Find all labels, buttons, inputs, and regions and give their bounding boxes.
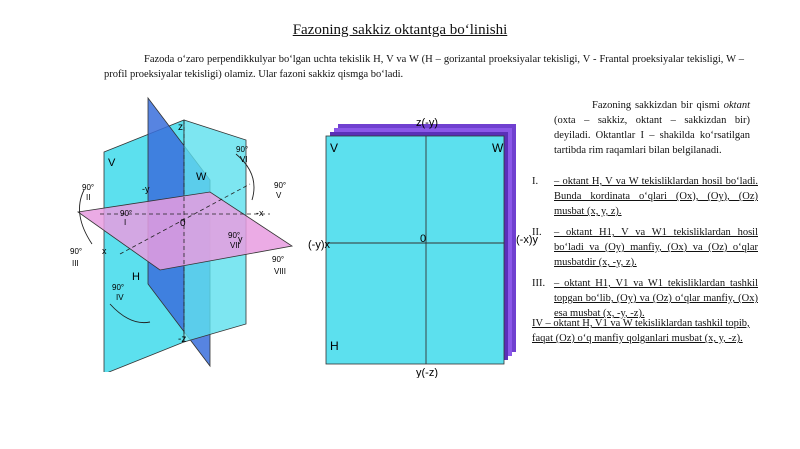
label-neg-x: -x [256,208,264,218]
deg-VII: 90° [228,231,241,240]
epure-bottom-label: y(-z) [416,367,438,378]
label-z: z [178,122,183,133]
label-y: y [238,234,243,244]
label-neg-y: -y [142,184,150,194]
deg-I: 90° [120,209,133,218]
octant-epure-figure [308,108,548,378]
deg-IV: 90° [112,283,125,292]
epure-W: W [492,141,504,155]
oct-III: III [72,259,79,268]
deg-VI: 90° [236,145,249,154]
page-title: Fazoning sakkiz oktantga bo‘linishi [292,22,508,38]
epure-V: V [330,141,339,155]
oct-VI: VI [240,155,248,164]
octant-3d-figure [60,94,300,372]
octant-iv-text: IV – oktant H, V1 va W tekisliklardan tashkil topib, faqat (Oz) o‘q manfiy qolganlari musbat (x, y, -z). [532,318,750,344]
list-item: III. – oktant H1, V1 va W1 tekisliklardan tashkil topgan bo‘lib, (Oy) va (Oz) o‘qlar manfiy, (Ox) esa musbat (x, -y, -z). [532,278,758,319]
label-W: W [196,171,207,183]
label-H: H [132,271,140,283]
epure-O: 0 [420,233,427,245]
label-x: x [102,246,107,256]
deg-II: 90° [82,183,95,192]
label-O: 0 [180,218,186,229]
oct-IV: IV [116,293,124,302]
epure-sheet [326,136,504,364]
deg-VIII: 90° [272,255,285,264]
deg-III: 90° [70,247,83,256]
oktant-definition: Fazoning sakkizdan bir qismi oktant (oxta – sakkiz, oktant – sakkizdan bir) deyiladi. Oktantlar I – shakilda ko‘rsatilgan tartibda rim raqamlari bilan belgilanadi. [554,100,750,156]
oct-VIII: VIII [274,267,287,276]
octant-list [532,174,758,327]
epure-top-label: z(-y) [416,117,438,129]
deg-V: 90° [274,181,287,190]
oct-II: II [86,193,91,202]
list-item: I. – oktant H, V va W tekisliklardan hosil bo‘ladi. Bunda kordinata o‘qlari (Ox), (Oy), (Oz) musbat (x, y, z). [532,176,758,217]
epure-left-label: (-y)x [308,239,330,251]
epure-H: H [330,339,339,353]
oct-I: I [124,218,127,227]
oct-VII: VII [230,241,240,250]
label-V: V [108,157,116,169]
intro-paragraph: Fazoda o‘zaro perpendikkulyar bo‘lgan uchta tekislik H, V va W (H – gorizantal proeksiyalar tekisligi, V - Frantal proeksiyalar tekisligi, W – profil proeksiyalar tekisligi) olamiz. Ular fazoni sakkiz qismga bo‘ladi. [104,54,744,80]
oct-V: V [276,191,282,200]
label-neg-z: -z [178,334,187,345]
list-item: II. – oktant H1, V va W1 tekisliklardan hosil bo‘ladi va (Oy) manfiy, (Ox) va (Oz) o‘qlar musbatdir (x, -y, z). [532,227,758,268]
epure-right-label: (-x)y [516,234,538,246]
